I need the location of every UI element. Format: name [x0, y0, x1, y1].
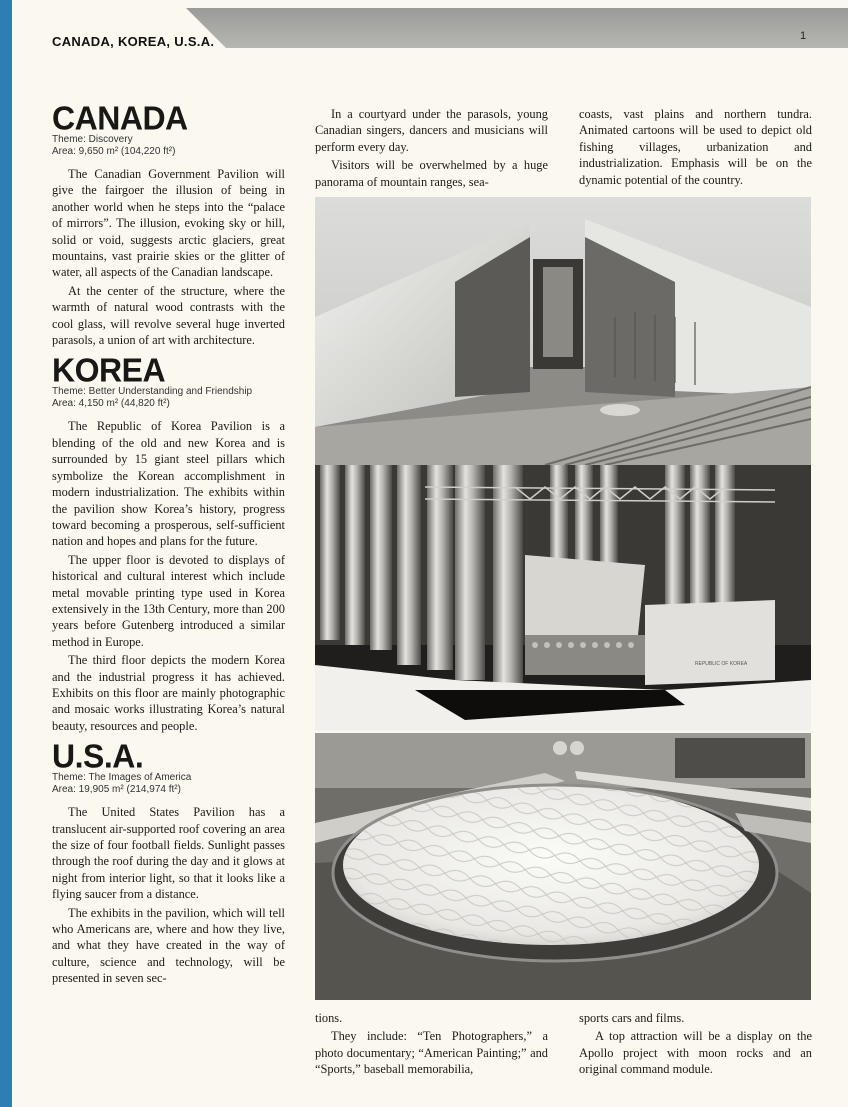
korea-meta: [52, 386, 285, 410]
korea-area: Area: 4,150 m² (44,820 ft²): [52, 398, 170, 410]
usa-heading: U.S.A.: [52, 737, 144, 775]
usa-paragraph-2: The exhibits in the pavilion, which will tell who Americans are, where and how they live, and what they have created in the way of culture, science and technology, will be presented in seven sec-: [52, 905, 285, 986]
canada-section: [52, 100, 285, 348]
korea-section: [52, 352, 285, 734]
canada-paragraph-1: The Canadian Government Pavilion will give the fairgoer the illusion of being in another world when he steps into the “palace of mirrors”. The illusion, evoking sky or hill, solid or void, suggests arctic glaciers, great mountains, vast prairie skies or the glitter of water, all aspects of the Canadian landscape.: [52, 167, 285, 280]
canada-paragraph-2: At the center of the structure, where the warmth of natural wood contrasts with the cool glass, will revolve several huge inverted parasols, a union of art with architecture.: [52, 283, 285, 348]
korea-paragraph-1: The Republic of Korea Pavilion is a blending of the old and new Korea and is surrounded by 15 giant steel pillars which symbolize the Korean accomplishment in modern industrialization. The exhibits within the pavilion show Korea’s history, progress toward becoming a prosperous, self-sufficient nation and hopes and plans for the future.: [52, 419, 285, 549]
canada-paragraph-3: In a courtyard under the parasols, young Canadian singers, dancers and musicians will perform every day.: [315, 107, 548, 154]
right-column-bottom: [579, 1010, 812, 1080]
header-band: [186, 8, 848, 48]
canada-meta: [52, 134, 285, 158]
korea-paragraph-3: The third floor depicts the modern Korea and the industrial progress it has achieved. Exhibits on this floor are mainly photographic and mosaic works illustrating Korea’s natural beauty, resources and people.: [52, 653, 285, 733]
canada-heading: CANADA: [52, 98, 188, 137]
usa-meta: [52, 772, 285, 796]
canada-paragraph-4: Visitors will be overwhelmed by a huge panorama of mountain ranges, sea-: [315, 158, 548, 189]
usa-paragraph-5: sports cars and films.: [579, 1011, 685, 1025]
usa-pavilion-photo: [315, 733, 811, 1000]
page-number: 1: [800, 30, 807, 42]
canada-pavilion-photo: [315, 197, 811, 465]
usa-section: [52, 738, 285, 986]
left-column: [52, 100, 285, 991]
korea-theme: Theme: Better Understanding and Friendship: [52, 386, 253, 398]
korea-sign-text: REPUBLIC OF KOREA: [695, 661, 748, 667]
blue-spine-edge: [0, 0, 12, 1107]
korea-pavilion-photo: [315, 465, 811, 731]
canada-area: Area: 9,650 m² (104,220 ft²): [52, 146, 176, 157]
usa-paragraph-3: tions.: [315, 1011, 343, 1025]
usa-paragraph-6: A top attraction will be a display on the Apollo project with moon rocks and an original command module.: [579, 1029, 812, 1077]
middle-column-top: [315, 106, 548, 192]
korea-paragraph-2: The upper floor is devoted to displays of historical and cultural interest which include metal movable printing type used in Korea extensively in the 13th Century, more than 200 years before Gutenberg introduced a similar method in Europe.: [52, 552, 285, 649]
usa-theme: Theme: The Images of America: [52, 772, 192, 784]
canada-paragraph-5: coasts, vast plains and northern tundra. Animated cartoons will be used to depict old fishing villages, urbanization and industrialization. Emphasis will be on the dynamic potential of the country.: [579, 107, 812, 187]
canada-theme: Theme: Discovery: [52, 134, 133, 145]
usa-area: Area: 19,905 m² (214,974 ft²): [52, 784, 181, 796]
korea-heading: KOREA: [52, 351, 166, 390]
running-header: CANADA, KOREA, U.S.A.: [52, 34, 215, 49]
usa-paragraph-4: They include: “Ten Photographers,” a photo documentary; “American Painting;” and “Sports,” baseball memorabilia,: [315, 1029, 548, 1077]
middle-column-bottom: [315, 1010, 548, 1080]
right-column-top: [579, 106, 812, 190]
usa-paragraph-1: The United States Pavilion has a translucent air-supported roof covering an area the size of four football fields. Sunlight passes through the roof during the day and it glows at night from interior light, so that it looks like a flying saucer from a distance.: [52, 805, 285, 902]
